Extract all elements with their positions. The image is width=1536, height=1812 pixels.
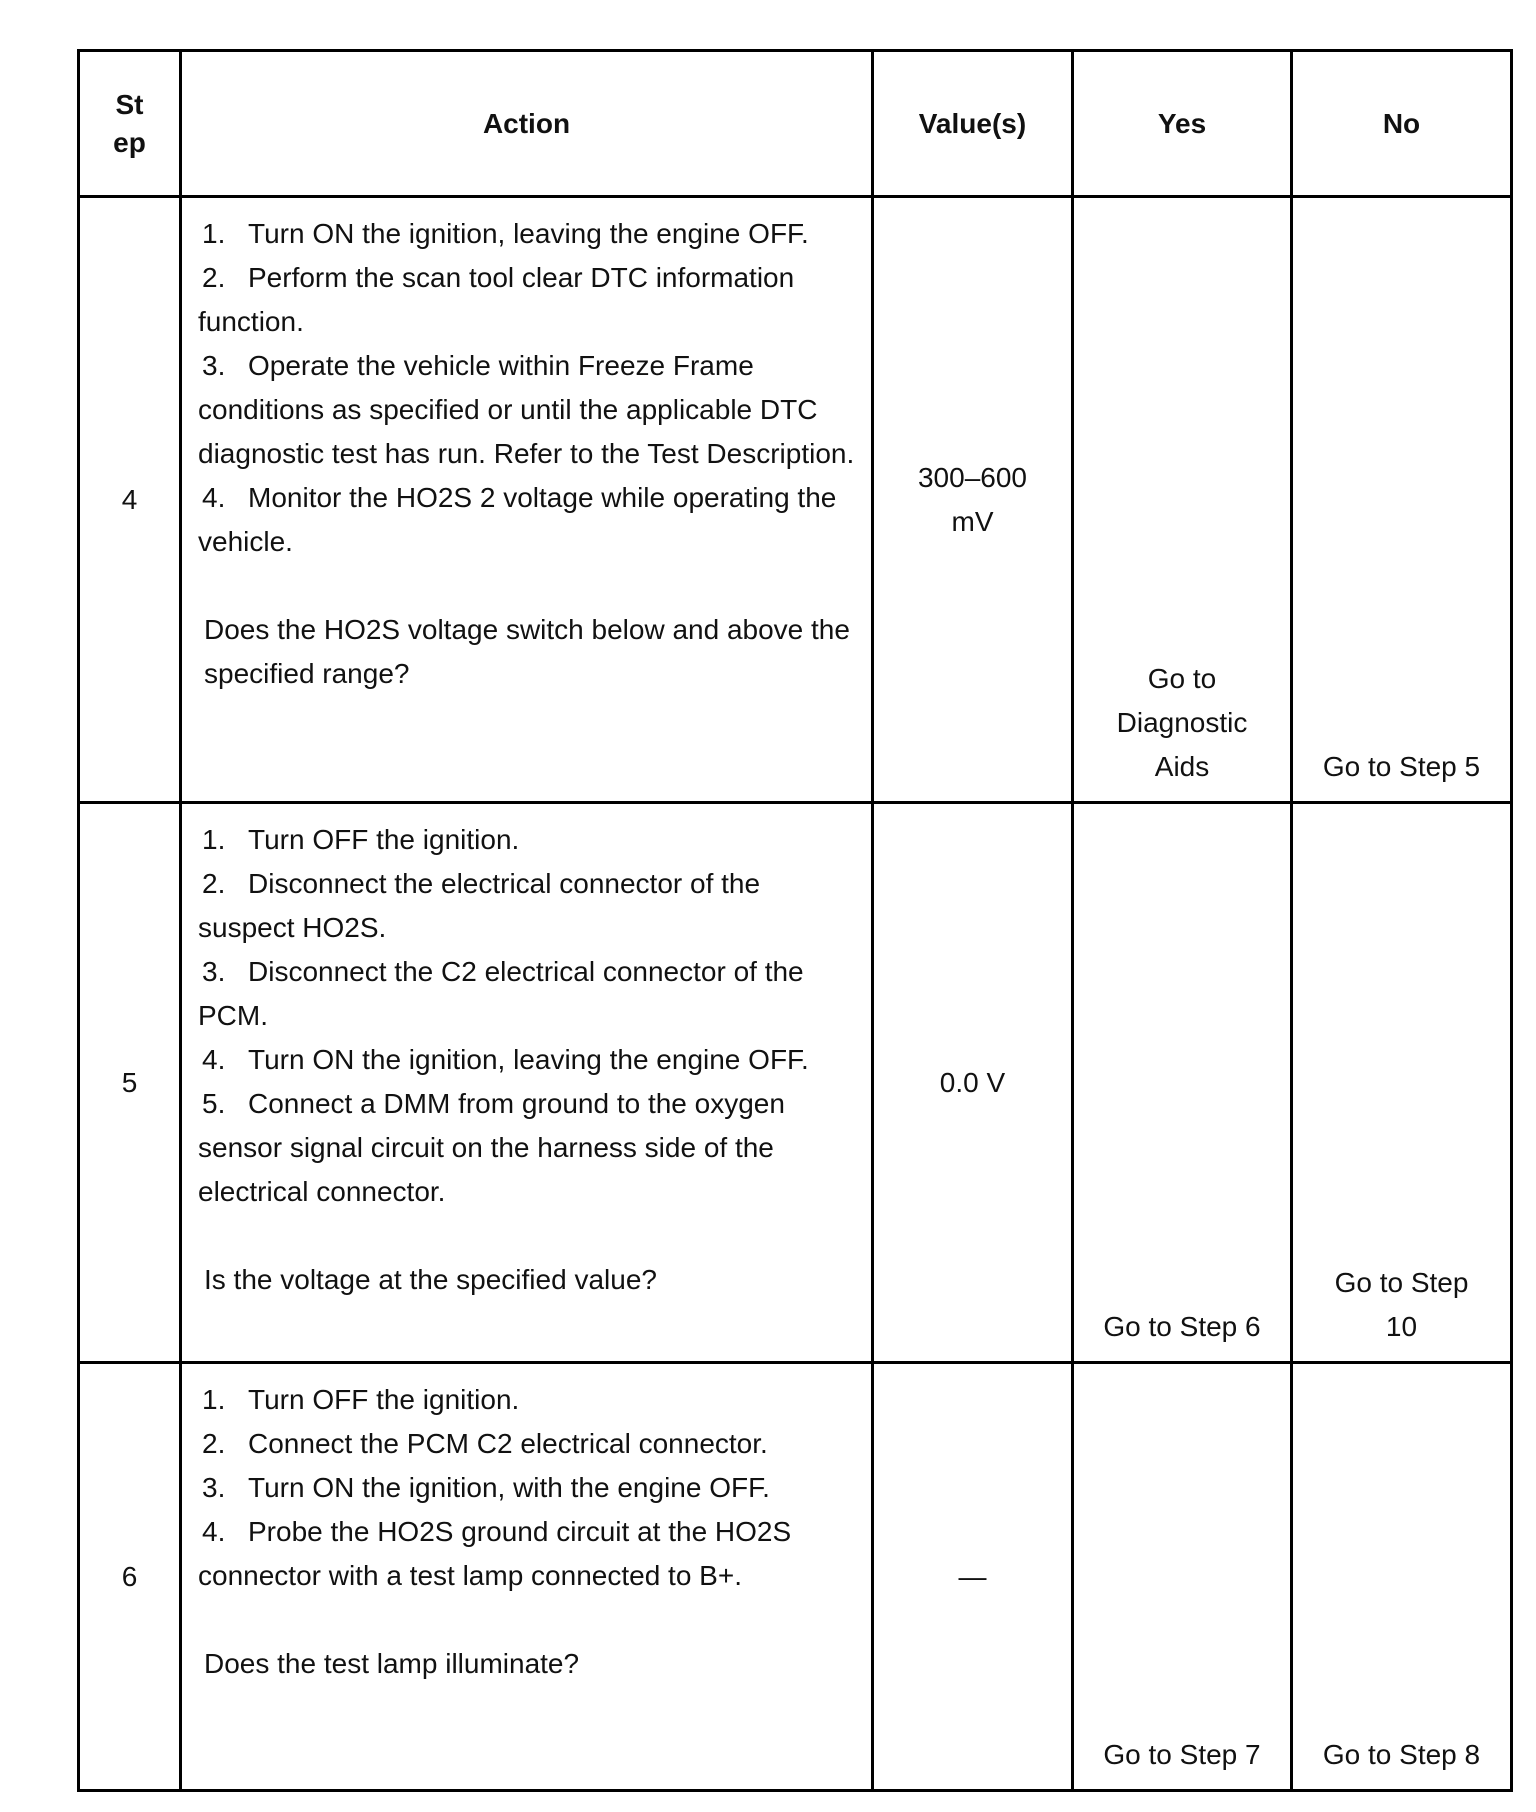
action-item: 1. Turn ON the ignition, leaving the engine OFF. [202,218,809,249]
value-cell [873,197,1073,803]
step-number: 5 [79,803,181,1363]
action-item: 1. Turn OFF the ignition. [202,1384,520,1415]
header-no: No [1292,51,1512,197]
action-list [198,818,855,1214]
action-question: Is the voltage at the specified value? [204,1264,657,1295]
action-cell [181,1363,873,1791]
diagnostic-table [77,49,1513,1792]
action-item: 3. Turn ON the ignition, with the engine OFF. [202,1472,770,1503]
table-row [79,197,1512,803]
value-cell [873,1363,1073,1791]
value-text: — [958,1560,987,1592]
action-cell [181,197,873,803]
action-item: 4. Turn ON the ignition, leaving the engine OFF. [202,1044,809,1075]
yes-link: Go to Step 7 [1103,1739,1261,1770]
no-cell [1292,1363,1512,1791]
header-yes: Yes [1073,51,1292,197]
action-question: Does the HO2S voltage switch below and above the specified range? [204,614,850,689]
yes-link: Go to Diagnostic Aids [1116,663,1248,782]
value-text: 0.0 V [939,1066,1006,1098]
header-values: Value(s) [873,51,1073,197]
no-link: Go to Step 5 [1322,751,1481,782]
action-item: 2. Perform the scan tool clear DTC information function. [198,262,795,337]
header-action: Action [181,51,873,197]
action-item: 4. Monitor the HO2S 2 voltage while operating the vehicle. [198,482,837,557]
table-row [79,1363,1512,1791]
step-number: 6 [79,1363,181,1791]
value-text: 300–600 mV [917,461,1027,537]
action-item: 2. Connect the PCM C2 electrical connector. [202,1428,768,1459]
action-item: 3. Operate the vehicle within Freeze Frame conditions as specified or until the applicable DTC diagnostic test has run. Refer to the Test Description. [198,350,855,469]
action-list [198,1378,855,1598]
yes-cell [1073,1363,1292,1791]
no-cell [1292,803,1512,1363]
action-question: Does the test lamp illuminate? [204,1648,580,1679]
yes-cell [1073,197,1292,803]
yes-link: Go to Step 6 [1103,1311,1261,1342]
step-number: 4 [79,197,181,803]
no-link: Go to Step 10 [1334,1267,1469,1342]
action-item: 5. Connect a DMM from ground to the oxygen sensor signal circuit on the harness side of the electrical connector. [198,1088,785,1207]
yes-cell [1073,803,1292,1363]
action-list [198,212,855,564]
value-cell [873,803,1073,1363]
table-header-row [79,51,1512,197]
action-item: 3. Disconnect the C2 electrical connector of the PCM. [198,956,804,1031]
header-step: Step [79,51,181,197]
no-link: Go to Step 8 [1322,1739,1481,1770]
table-row [79,803,1512,1363]
action-cell [181,803,873,1363]
no-cell [1292,197,1512,803]
action-item: 2. Disconnect the electrical connector of the suspect HO2S. [198,868,761,943]
action-item: 4. Probe the HO2S ground circuit at the HO2S connector with a test lamp connected to B+. [198,1516,792,1591]
action-item: 1. Turn OFF the ignition. [202,824,520,855]
